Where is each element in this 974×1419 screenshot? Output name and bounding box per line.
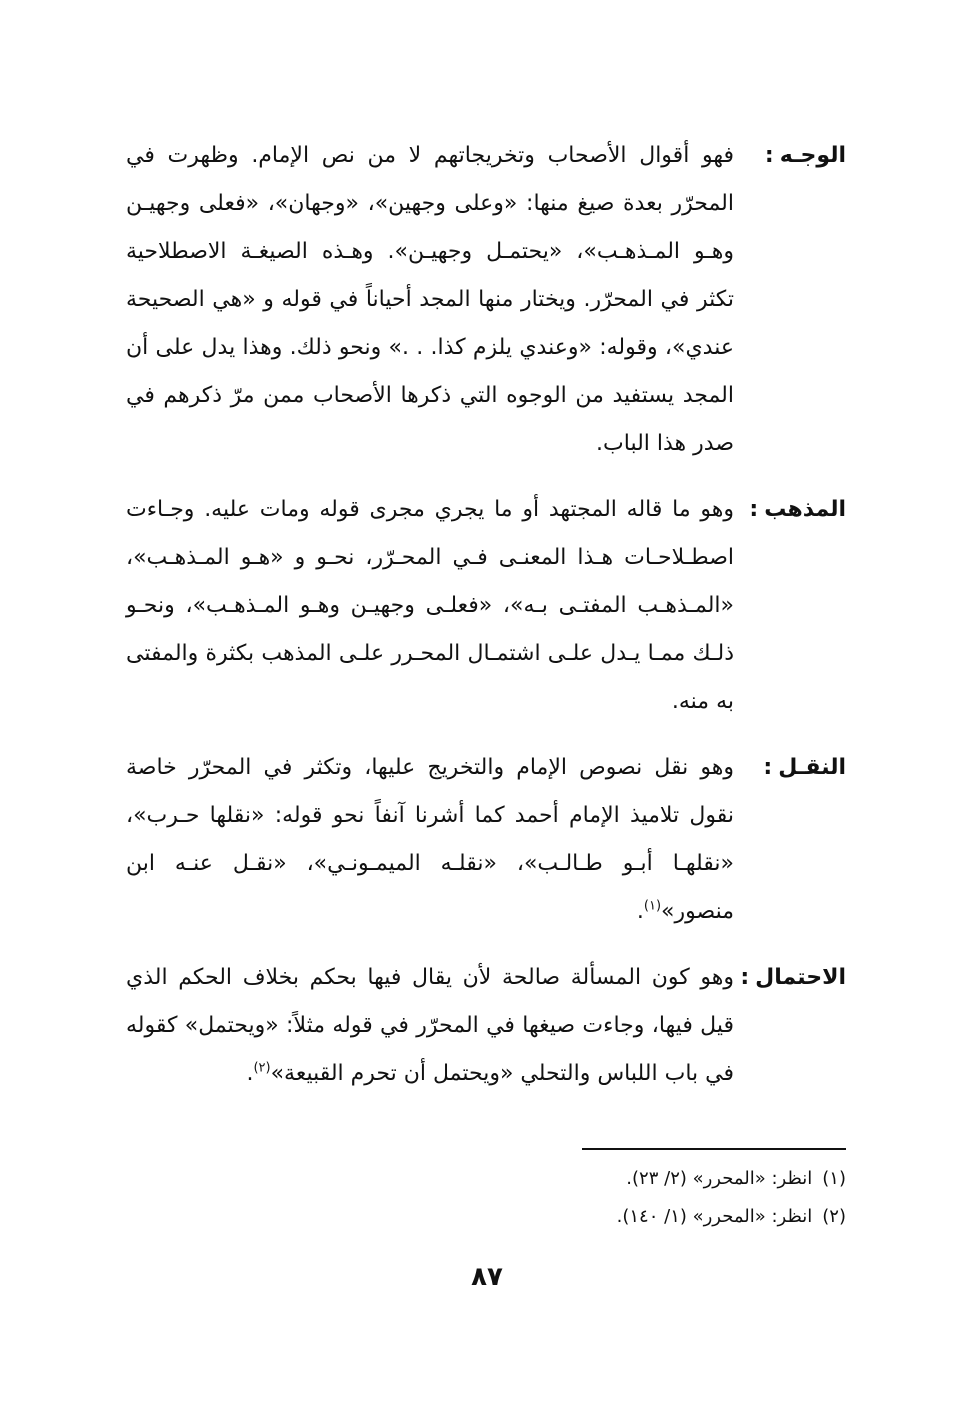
glossary-entry-madhhab — [126, 486, 846, 726]
definition-end: . — [636, 899, 644, 924]
footnote-item — [126, 1160, 846, 1198]
term-label: المذهب — [764, 497, 846, 522]
glossary-entries — [126, 132, 846, 1116]
entry-term — [734, 744, 846, 792]
footnote-text: انظر: «المحرر» (١/ ١٤٠). — [616, 1206, 813, 1227]
term-separator: : — [749, 497, 759, 522]
footnote-text: انظر: «المحرر» (٢/ ٢٣). — [626, 1168, 813, 1189]
definition-end: . — [246, 1061, 254, 1086]
entry-definition: وهو ما قاله المجتهد أو ما يجري مجرى قوله ومات عليه. وجـاءت اصطـلاحـات هـذا المعنـى فـي المحـرّر، نحـو و «هـو المـذهـب»، «المـذهـب المفتـى بـه»، «فعلـى وجهيـن وهـو المـذهـب»، ونحـو ذلـك ممـا يـدل علـى اشتمـال المحـرر علـى المذهب بكثرة والمفتى به منه. — [126, 497, 734, 714]
footnote-reference[interactable]: (١) — [643, 898, 662, 914]
footnote-number: (١) — [822, 1168, 846, 1189]
footnotes — [126, 1160, 846, 1236]
definition-text: وهو نقل نصوص الإمام والتخريج عليها، وتكثر في المحرّر خاصة نقول تلاميذ الإمام أحمد كما أشرنا آنفاً نحو قوله: «نقلها حـرب»، «نقلهـا أبـو طـالـب»، «نقلـه الميمـونـي»، «نقـل عنـه ابن منصور» — [126, 755, 734, 924]
term-separator: : — [764, 143, 774, 168]
definition-text: وهو كون المسألة صالحة لأن يقال فيها بحكم بخلاف الحكم الذي قيل فيها، وجاءت صيغها في المحرّر في قوله مثلاً: «ويحتمل» كقوله في باب اللباس والتحلي «ويحتمل أن تحرم القبيعة» — [126, 965, 734, 1086]
term-separator: : — [763, 755, 773, 780]
glossary-entry-wajh — [126, 132, 846, 468]
term-label: الوجـه — [779, 143, 846, 168]
entry-term — [734, 132, 846, 180]
entry-definition — [126, 954, 734, 1098]
entry-term — [734, 954, 846, 1002]
footnote-divider — [582, 1148, 846, 1150]
term-label: الاحتمال — [755, 965, 846, 990]
term-label: النقـل — [778, 755, 846, 780]
glossary-entry-ihtimal — [126, 954, 846, 1098]
term-separator: : — [740, 965, 750, 990]
glossary-entry-naql — [126, 744, 846, 936]
entry-definition: فهو أقوال الأصحاب وتخريجاتهم لا من نص الإمام. وظهرت في المحرّر بعدة صيغ منها: «وعلى وجهين»، «وجهان»، «فعلى وجهيـن وهـو المـذهـب»، «يحتمـل وجهيـن». وهـذه الصيغـة الاصطلاحية تكثر في المحرّر. ويختار منها المجد أحياناً في قوله و «هي الصحيحة عندي»، وقوله: «وعندي يلزم كذا. . .» ونحو ذلك. وهذا يدل على أن المجد يستفيد من الوجوه التي ذكرها الأصحاب ممن مرّ ذكرهم في صدر هذا الباب. — [126, 143, 734, 456]
footnote-item — [126, 1198, 846, 1236]
page-number: ٨٧ — [471, 1262, 503, 1292]
entry-definition — [126, 744, 734, 936]
entry-term — [734, 486, 846, 534]
footnote-number: (٢) — [822, 1206, 846, 1227]
footnote-reference[interactable]: (٢) — [253, 1060, 271, 1076]
